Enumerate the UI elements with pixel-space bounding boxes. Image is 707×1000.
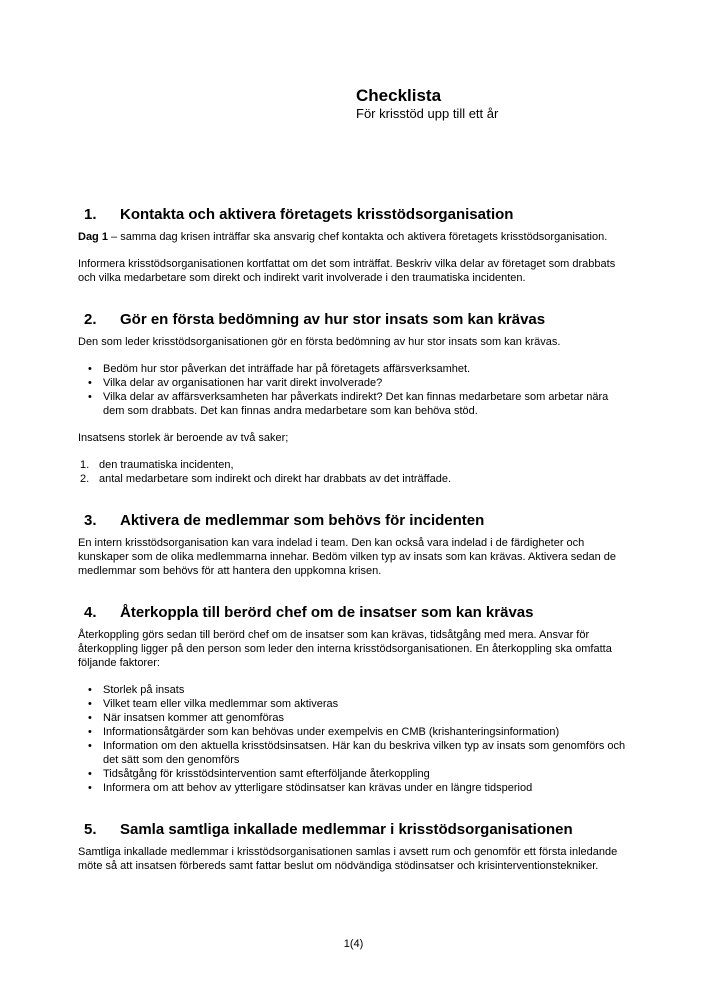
section-2-bullet-list — [78, 362, 631, 418]
section-4 — [78, 604, 631, 795]
bullet-item — [78, 711, 631, 725]
bullet-text: Informationsåtgärder som kan behövas under exempelvis en CMB (krishanteringsinformation) — [103, 726, 560, 738]
section-5-paragraph: Samtliga inkallade medlemmar i krisstödsorganisationen samlas i avsett rum och genomför ett första inledande möte så att insatsen förbereds samt fattar beslut om nödvändiga stödinsatser och krisinterventionstekniker. — [78, 846, 618, 872]
bullet-item — [78, 376, 631, 390]
document-body — [78, 206, 631, 873]
section-3-heading — [78, 512, 631, 529]
section-4-bullet-list — [78, 683, 631, 795]
bullet-text: Vilka delar av organisationen har varit direkt involverade? — [103, 377, 383, 389]
section-1-paragraph-day1 — [78, 230, 631, 244]
section-2-note: Insatsens storlek är beroende av två saker; — [78, 432, 289, 444]
section-3-title: Aktivera de medlemmar som behövs för incidenten — [120, 512, 485, 529]
bullet-text: Information om den aktuella krisstödsinsatsen. Här kan du beskriva vilken typ av insats som genomförs och det sätt som den genomförs — [103, 740, 626, 766]
bullet-marker: • — [88, 684, 92, 696]
section-1-paragraph-inform: Informera krisstödsorganisationen kortfattat om det som inträffat. Beskriv vilka delar av företaget som drabbats och vilka medarbetare som direkt och indirekt varit involverade i den traumatiska incidenten. — [78, 258, 616, 284]
bullet-text: Storlek på insats — [103, 684, 185, 696]
bullet-item — [78, 362, 631, 376]
bullet-text: Bedöm hur stor påverkan det inträffade har på företagets affärsverksamhet. — [103, 363, 471, 375]
document-title: Checklista — [356, 86, 442, 105]
bullet-item — [78, 781, 631, 795]
section-1-title: Kontakta och aktivera företagets krisstödsorganisation — [120, 206, 514, 223]
bullet-item — [78, 683, 631, 697]
bullet-item — [78, 390, 631, 418]
bullet-marker: • — [88, 391, 92, 403]
bullet-text: Vilket team eller vilka medlemmar som aktiveras — [103, 698, 339, 710]
numbered-item-marker: 2. — [80, 473, 90, 485]
numbered-item — [78, 472, 631, 486]
numbered-item-text: antal medarbetare som indirekt och direkt har drabbats av det inträffade. — [99, 473, 451, 485]
section-4-number: 4. — [84, 604, 97, 621]
numbered-item-text: den traumatiska incidenten, — [99, 459, 234, 471]
section-2-numbered-list — [78, 458, 631, 486]
section-2-title: Gör en första bedömning av hur stor insats som kan krävas — [120, 311, 546, 328]
bullet-marker: • — [88, 726, 92, 738]
numbered-item-marker: 1. — [80, 459, 90, 471]
bullet-text: Informera om att behov av ytterligare stödinsatser kan krävas under en längre tidsperiod — [103, 782, 533, 794]
bold-lead-dag1: Dag 1 — [78, 231, 108, 243]
section-4-title: Återkoppla till berörd chef om de insatser som kan krävas — [120, 604, 534, 621]
numbered-item — [78, 458, 631, 472]
bullet-marker: • — [88, 782, 92, 794]
document-subtitle: För krisstöd upp till ett år — [356, 106, 499, 121]
paragraph-text: – samma dag krisen inträffar ska ansvarig chef kontakta och aktivera företagets krisstödsorganisation. — [107, 231, 608, 243]
section-2 — [78, 311, 631, 486]
section-5-heading — [78, 821, 631, 838]
document-footer — [0, 938, 707, 950]
bullet-text: Tidsåtgång för krisstödsintervention samt efterföljande återkoppling — [103, 768, 430, 780]
section-1-number: 1. — [84, 206, 97, 223]
section-2-number: 2. — [84, 311, 97, 328]
bullet-marker: • — [88, 740, 92, 752]
section-3 — [78, 512, 631, 578]
section-1 — [78, 206, 631, 285]
bullet-marker: • — [88, 377, 92, 389]
page-number: 1(4) — [343, 938, 364, 950]
bullet-text: Vilka delar av affärsverksamheten har påverkats indirekt? Det kan finnas medarbetare som arbetar nära dem som drabbats. Det kan finnas andra medarbetare som kan behöva stöd. — [103, 391, 609, 417]
bullet-marker: • — [88, 768, 92, 780]
section-1-heading — [78, 206, 631, 223]
document-header — [0, 0, 707, 122]
section-2-intro: Den som leder krisstödsorganisationen gör en första bedömning av hur stor insats som kan krävas. — [78, 336, 561, 348]
bullet-text: När insatsen kommer att genomföras — [103, 712, 284, 724]
bullet-item — [78, 725, 631, 739]
bullet-marker: • — [88, 698, 92, 710]
bullet-marker: • — [88, 363, 92, 375]
section-5 — [78, 821, 631, 873]
section-3-number: 3. — [84, 512, 97, 529]
bullet-item — [78, 767, 631, 781]
bullet-marker: • — [88, 712, 92, 724]
section-2-heading — [78, 311, 631, 328]
section-5-number: 5. — [84, 821, 97, 838]
section-4-heading — [78, 604, 631, 621]
section-5-title: Samla samtliga inkallade medlemmar i krisstödsorganisationen — [120, 821, 573, 838]
section-4-paragraph: Återkoppling görs sedan till berörd chef om de insatser som kan krävas, tidsåtgång med mera. Ansvar för återkoppling ligger på den person som leder den interna krisstödsorganisationen. En återkoppling ska omfatta följande faktorer: — [78, 629, 612, 669]
bullet-item — [78, 697, 631, 711]
section-3-paragraph: En intern krisstödsorganisation kan vara indelad i team. Den kan också vara indelad i de färdigheter och kunskaper som de olika medlemmarna innehar. Bedöm vilken typ av insats som kan krävas. Aktivera sedan de medlemmar som behövs för att hantera den uppkomna krisen. — [78, 537, 617, 577]
bullet-item — [78, 739, 631, 767]
